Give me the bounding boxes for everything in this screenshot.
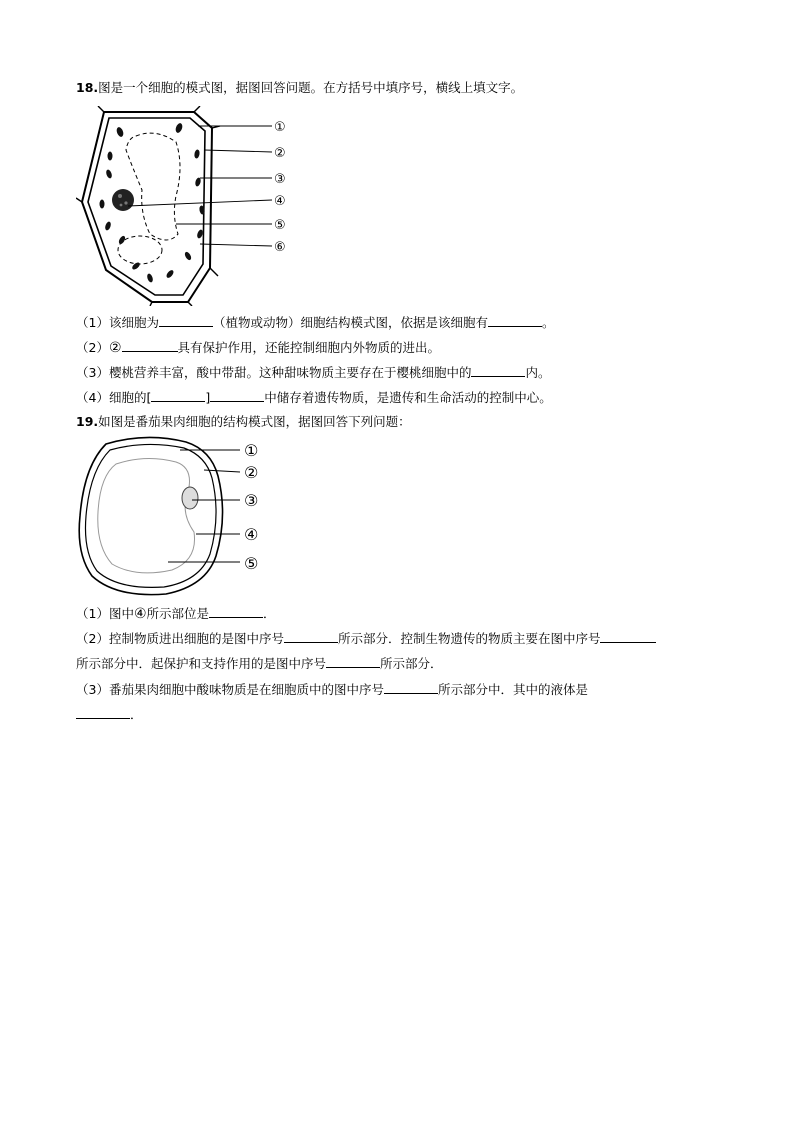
cell-membrane: [85, 444, 216, 587]
answer-blank[interactable]: [122, 339, 178, 352]
q18-part1: （1）该细胞为 （植物或动物）细胞结构模式图，依据是该细胞有 。: [76, 315, 555, 330]
q19-part2-line1: （2）控制物质进出细胞的是图中序号 所示部分．控制生物遗传的物质主要在图中序号: [76, 630, 656, 647]
label-2: ②: [244, 463, 259, 482]
q19-part1: （1）图中④所示部位是 ．: [76, 606, 276, 622]
q18-part4: （4）细胞的[ ] 中储存着遗传物质，是遗传和生命活动的控制中心。: [76, 390, 552, 405]
answer-blank[interactable]: [76, 706, 130, 719]
label-6: ⑥: [274, 240, 286, 255]
answer-blank[interactable]: [488, 314, 542, 327]
q18-part3: （3）樱桃营养丰富，酸中带甜。这种甜味物质主要存在于樱桃细胞中的 内。: [76, 365, 551, 380]
q18-part2: （2）② 具有保护作用，还能控制细胞内外物质的进出。: [76, 340, 441, 356]
q18-stem: [76, 80, 523, 96]
label-2: ②: [274, 146, 286, 161]
q19-part3-line1: （3）番茄果肉细胞中酸味物质是在细胞质中的图中序号 所示部分中．其中的液体是: [76, 682, 588, 697]
label-5: ⑤: [274, 218, 286, 233]
answer-blank[interactable]: [471, 364, 525, 377]
question-stem: 图是一个细胞的模式图，据图回答问题。在方括号中填序号，横线上填文字。: [98, 80, 524, 95]
question-number: 18.: [76, 80, 99, 95]
label-4: ④: [274, 194, 286, 209]
label-1: ①: [244, 441, 259, 460]
answer-blank[interactable]: [209, 605, 263, 618]
tomato-cell-diagram: [76, 436, 276, 600]
label-1: ①: [274, 120, 286, 135]
question-stem: 如图是番茄果肉细胞的结构模式图，据图回答下列问题：: [98, 414, 411, 429]
answer-blank[interactable]: [284, 630, 338, 643]
label-4: ④: [244, 525, 259, 544]
nucleus: [182, 487, 198, 509]
answer-blank[interactable]: [384, 681, 438, 694]
answer-blank[interactable]: [326, 655, 380, 668]
plant-cell-diagram: [76, 106, 306, 306]
q19-part2-line2: 所示部分中．起保护和支持作用的是图中序号 所示部分．: [76, 656, 443, 671]
q19-stem: [76, 414, 411, 430]
label-5: ⑤: [244, 554, 259, 573]
answer-blank[interactable]: [159, 314, 213, 327]
answer-blank[interactable]: [210, 389, 264, 402]
label-3: ③: [244, 491, 259, 510]
question-number: 19.: [76, 414, 99, 429]
vacuole: [126, 133, 180, 240]
nucleus: [112, 189, 134, 211]
answer-blank[interactable]: [151, 389, 205, 402]
q19-part3-line2: ．: [76, 706, 143, 723]
answer-blank[interactable]: [600, 630, 656, 643]
label-3: ③: [274, 172, 286, 187]
vacuole: [98, 458, 195, 572]
